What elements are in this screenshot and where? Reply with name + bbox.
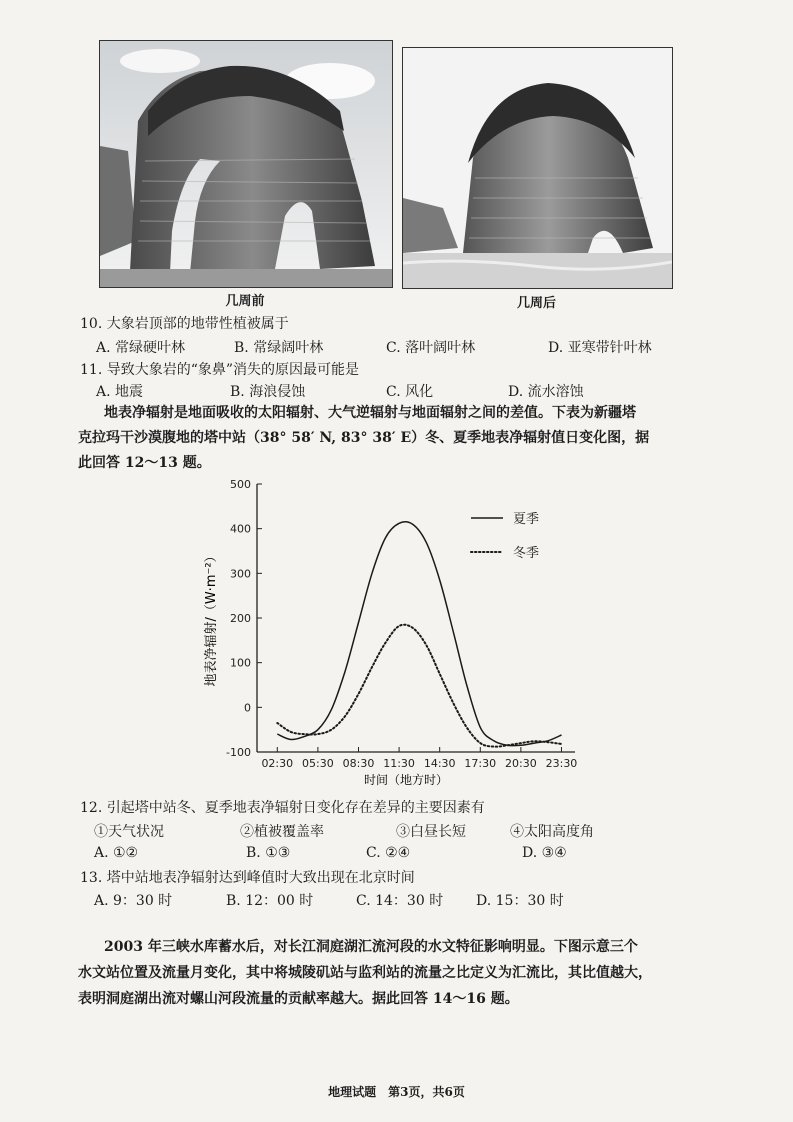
photo-elephant-rock-before [99,40,393,288]
question-12-option-a[interactable]: A. ①② [94,845,139,861]
chart-y-tick-label: -100 [226,746,251,759]
question-11-option-c[interactable]: C. 风化 [386,384,434,400]
net-radiation-chart [195,470,585,790]
chart-x-tick-label: 20:30 [505,757,537,770]
chart-x-tick-label: 14:30 [423,757,456,770]
intro-paragraph-14-16-line2: 水文站位置及流量月变化，其中将城陵矶站与监利站的流量之比定义为汇流比，其比值越大， [78,965,652,981]
chart-x-tick-label: 11:30 [383,757,415,770]
question-13-option-a[interactable]: A. 9：30 时 [94,893,173,909]
question-13-stem: 13. 塔中站地表净辐射达到峰值时大致出现在北京时间 [80,870,415,886]
page-footer: 地理试题 第3页，共6页 [328,1085,465,1099]
intro-paragraph-12-13-line1: 地表净辐射是地面吸收的太阳辐射、大气逆辐射与地面辐射之间的差值。下表为新疆塔 [104,405,636,421]
chart-y-tick-label: 0 [244,701,251,715]
intro-paragraph-12-13-line2: 克拉玛干沙漠腹地的塔中站（38° 58′ N, 83° 38′ E）冬、夏季地表净辐射值日变化图，据 [78,430,650,446]
chart-x-tick-label: 02:30 [261,757,294,770]
question-12-factor-2: ②植被覆盖率 [240,824,324,840]
question-13-option-b[interactable]: B. 12：00 时 [226,893,314,909]
chart-y-tick-label: 200 [230,612,251,625]
question-11-option-a[interactable]: A. 地震 [96,384,144,400]
question-13-option-d[interactable]: D. 15：30 时 [476,893,564,909]
chart-y-tick-label: 300 [230,567,251,581]
question-10-option-c[interactable]: C. 落叶阔叶林 [386,340,476,356]
chart-x-tick-label: 17:30 [464,757,497,770]
question-10-option-a[interactable]: A. 常绿硬叶林 [96,340,186,356]
question-11-option-b[interactable]: B. 海浪侵蚀 [230,384,306,400]
chart-legend [471,512,539,561]
intro-paragraph-12-13-line3: 此回答 12～13 题。 [78,455,211,471]
question-10-option-b[interactable]: B. 常绿阔叶林 [234,340,324,356]
chart-x-axis-label: 时间（地方时） [363,773,449,787]
intro-paragraph-14-16-line3: 表明洞庭湖出流对螺山河段流量的贡献率越大。据此回答 14～16 题。 [78,991,519,1007]
question-12-factor-1: ①天气状况 [94,824,164,840]
photo-caption-before: 几周前 [225,294,265,309]
question-12-stem: 12. 引起塔中站冬、夏季地表净辐射日变化存在差异的主要因素有 [80,800,485,816]
chart-legend-label-1: 夏季 [513,512,540,527]
photo-elephant-rock-after [402,47,673,289]
question-10-option-d[interactable]: D. 亚寒带针叶林 [548,340,652,356]
question-10-stem: 10. 大象岩顶部的地带性植被属于 [80,316,289,332]
chart-y-axis-label: 地表净辐射/（W·m⁻²） [204,549,219,687]
chart-y-tick-label: 400 [230,522,251,536]
chart-y-tick-label: 100 [230,656,251,670]
elephant-rock-before-illustration [100,41,392,287]
chart-y-tick-label: 500 [230,478,251,491]
question-12-option-b[interactable]: B. ①③ [246,845,291,861]
photo-caption-after: 几周后 [516,296,556,311]
chart-x-tick-label: 05:30 [302,757,334,770]
question-11-option-d[interactable]: D. 流水溶蚀 [508,384,584,400]
intro-paragraph-14-16-line1: 2003 年三峡水库蓄水后，对长江洞庭湖汇流河段的水文特征影响明显。下图示意三个 [104,939,638,955]
question-12-option-d[interactable]: D. ③④ [522,845,567,861]
question-11-stem: 11. 导致大象岩的“象鼻”消失的原因最可能是 [80,362,360,378]
question-13-option-c[interactable]: C. 14：30 时 [356,893,444,909]
question-12-factor-3: ③白昼长短 [396,824,466,840]
chart-x-tick-label: 23:30 [545,757,578,770]
question-12-factor-4: ④太阳高度角 [510,824,594,840]
elephant-rock-after-illustration [403,48,672,288]
question-12-option-c[interactable]: C. ②④ [366,845,411,861]
chart-legend-label-2: 冬季 [513,546,540,561]
chart-x-tick-label: 08:30 [342,757,375,770]
